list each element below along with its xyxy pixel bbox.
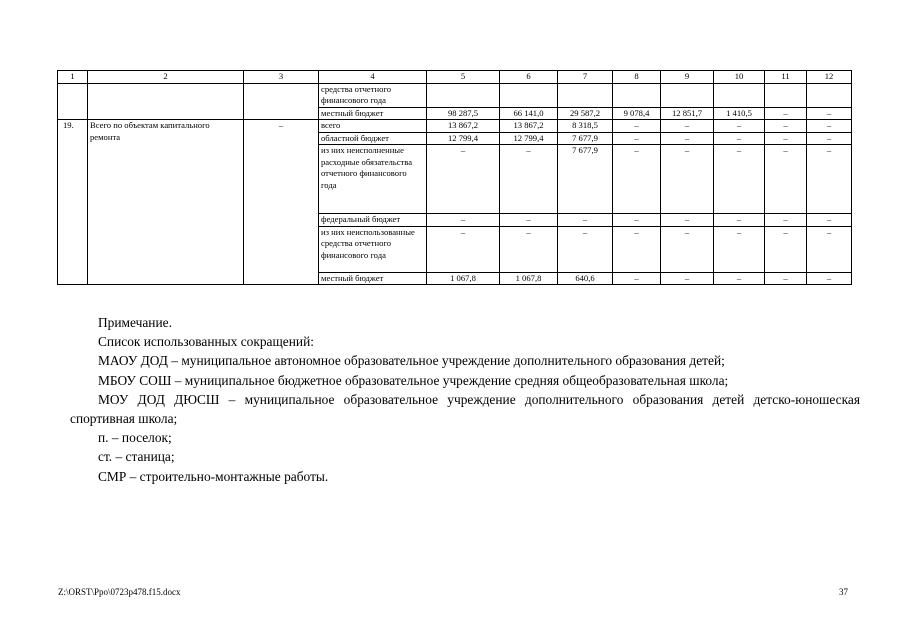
notes-section: [70, 313, 860, 486]
source-label-cell: местный бюджет: [319, 272, 427, 285]
source-label-cell: средства отчетного финансового года: [319, 83, 427, 107]
column-number-cell: 6: [500, 71, 558, 84]
value-cell: –: [714, 145, 765, 214]
column-number-cell: 5: [427, 71, 500, 84]
value-cell: 13 867,2: [500, 120, 558, 133]
value-cell: 13 867,2: [427, 120, 500, 133]
value-cell: 7 677,9: [558, 145, 613, 214]
value-cell: 66 141,0: [500, 107, 558, 120]
value-cell: –: [714, 214, 765, 227]
column-number-cell: 12: [807, 71, 852, 84]
value-cell: [558, 83, 613, 107]
value-cell: –: [661, 272, 714, 285]
value-cell: –: [714, 272, 765, 285]
column-number-cell: 2: [88, 71, 244, 84]
column-number-cell: 10: [714, 71, 765, 84]
abbreviation-item: МОУ ДОД ДЮСШ – муниципальное образовательное учреждение дополнительного образования детей детско-юношеская спортивная школа;: [70, 391, 860, 427]
value-cell: 8 318,5: [558, 120, 613, 133]
column-number-cell: 11: [765, 71, 807, 84]
abbreviation-item: МАОУ ДОД – муниципальное автономное образовательное учреждение дополнительного образования детей;: [98, 353, 725, 369]
value-cell: 640,6: [558, 272, 613, 285]
value-cell: –: [613, 214, 661, 227]
value-cell: –: [714, 226, 765, 272]
abbreviation-item: СМР – строительно-монтажные работы.: [98, 468, 329, 484]
value-cell: –: [765, 107, 807, 120]
value-cell: 1 067,8: [500, 272, 558, 285]
source-label-cell: местный бюджет: [319, 107, 427, 120]
table-header-row: [58, 71, 852, 84]
value-cell: –: [613, 226, 661, 272]
value-cell: –: [500, 145, 558, 214]
footer-file-path: Z:\ORST\Ppo\0723p478.f15.docx: [58, 587, 181, 597]
value-cell: –: [661, 120, 714, 133]
column-number-cell: 1: [58, 71, 88, 84]
value-cell: [807, 83, 852, 107]
value-cell: –: [765, 145, 807, 214]
value-cell: [613, 83, 661, 107]
value-cell: –: [807, 120, 852, 133]
source-label-cell: федеральный бюджет: [319, 214, 427, 227]
value-cell: –: [661, 132, 714, 145]
value-cell: –: [427, 145, 500, 214]
source-label-cell: из них неиспользованные средства отчетного финансового года: [319, 226, 427, 272]
value-cell: 12 799,4: [427, 132, 500, 145]
name-cell: [88, 83, 244, 120]
value-cell: 98 287,5: [427, 107, 500, 120]
value-cell: –: [807, 214, 852, 227]
value-cell: 1 410,5: [714, 107, 765, 120]
value-cell: –: [661, 145, 714, 214]
column-number-cell: 7: [558, 71, 613, 84]
code-cell: [244, 83, 319, 120]
value-cell: –: [807, 145, 852, 214]
name-cell: Всего по объектам капитального ремонта: [88, 120, 244, 285]
value-cell: –: [661, 214, 714, 227]
value-cell: 9 078,4: [613, 107, 661, 120]
value-cell: 12 851,7: [661, 107, 714, 120]
source-label-cell: областной бюджет: [319, 132, 427, 145]
value-cell: [765, 83, 807, 107]
value-cell: 12 799,4: [500, 132, 558, 145]
page-number: 37: [839, 587, 848, 597]
value-cell: –: [613, 120, 661, 133]
value-cell: –: [765, 120, 807, 133]
number-cell: [58, 83, 88, 120]
number-cell: 19.: [58, 120, 88, 285]
value-cell: –: [765, 226, 807, 272]
code-cell: –: [244, 120, 319, 285]
value-cell: –: [613, 132, 661, 145]
value-cell: –: [807, 272, 852, 285]
value-cell: –: [765, 214, 807, 227]
value-cell: 29 587,2: [558, 107, 613, 120]
value-cell: –: [765, 272, 807, 285]
abbreviation-item: п. – поселок;: [98, 430, 172, 446]
value-cell: [500, 83, 558, 107]
value-cell: –: [500, 214, 558, 227]
value-cell: –: [427, 214, 500, 227]
value-cell: [714, 83, 765, 107]
value-cell: 7 677,9: [558, 132, 613, 145]
value-cell: –: [558, 214, 613, 227]
value-cell: –: [613, 145, 661, 214]
abbreviation-item: МБОУ СОШ – муниципальное бюджетное образовательное учреждение средняя общеобразовательная школа;: [98, 372, 729, 388]
value-cell: –: [427, 226, 500, 272]
value-cell: –: [714, 120, 765, 133]
value-cell: –: [500, 226, 558, 272]
value-cell: –: [558, 226, 613, 272]
value-cell: –: [807, 226, 852, 272]
note-title: Примечание.: [98, 315, 172, 330]
budget-table: [57, 70, 852, 285]
column-number-cell: 3: [244, 71, 319, 84]
abbreviation-item: ст. – станица;: [98, 449, 175, 465]
column-number-cell: 4: [319, 71, 427, 84]
column-number-cell: 8: [613, 71, 661, 84]
table-row: [58, 83, 852, 107]
source-label-cell: из них неисполненные расходные обязательства отчетного финансового года: [319, 145, 427, 214]
column-number-cell: 9: [661, 71, 714, 84]
value-cell: [427, 83, 500, 107]
abbreviations-title: Список использованных сокращений:: [98, 334, 314, 350]
table-body: [58, 71, 852, 285]
value-cell: –: [714, 132, 765, 145]
table-row: [58, 120, 852, 133]
value-cell: –: [613, 272, 661, 285]
value-cell: –: [765, 132, 807, 145]
value-cell: –: [807, 107, 852, 120]
value-cell: [661, 83, 714, 107]
value-cell: –: [661, 226, 714, 272]
value-cell: 1 067,8: [427, 272, 500, 285]
value-cell: –: [807, 132, 852, 145]
source-label-cell: всего: [319, 120, 427, 133]
